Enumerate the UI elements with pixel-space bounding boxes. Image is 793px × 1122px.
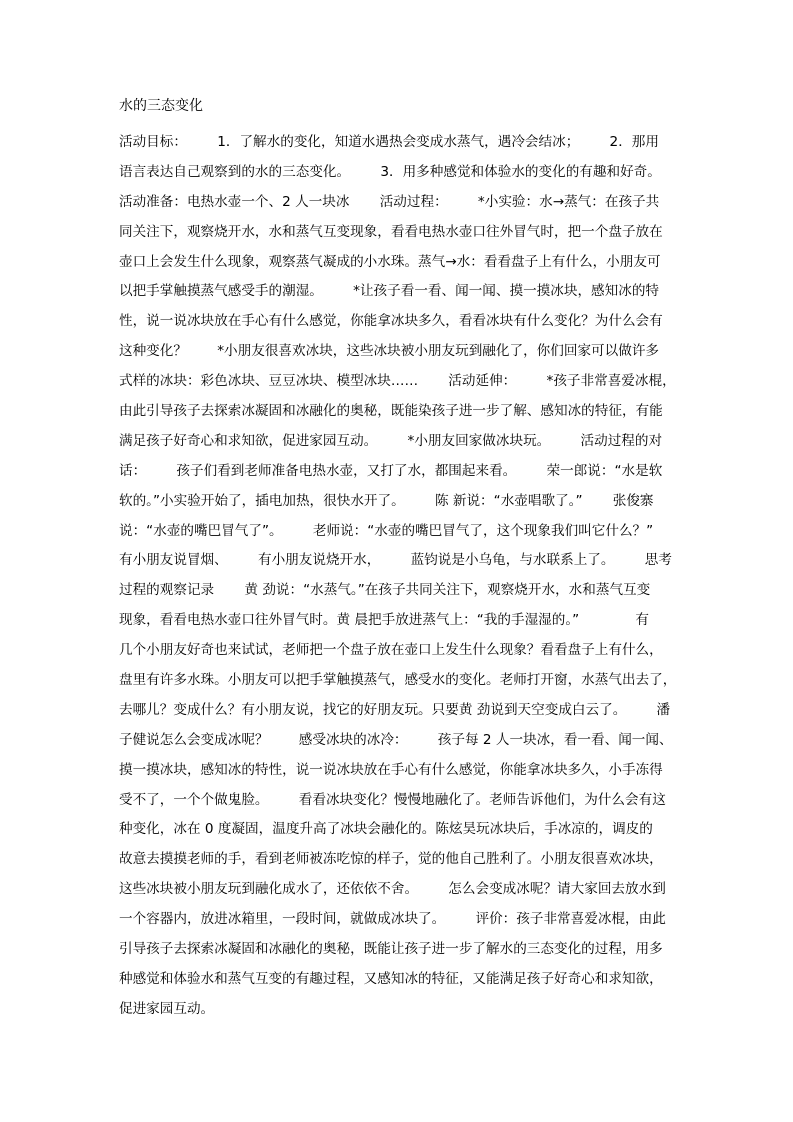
body-line: 活动准备：电热水壶一个、2 人一块冰 活动过程： *小实验：水→蒸气：在孩子共 bbox=[119, 193, 660, 210]
body-line: 由此引导孩子去探索冰凝固和冰融化的奥秘，既能染孩子进一步了解、感知冰的特征，有能 bbox=[119, 403, 663, 420]
body-line: 子健说怎么会变成冰呢？ 感受冰块的冰冷： 孩子每 2 人一块冰，看一看、闻一闻、 bbox=[119, 731, 673, 748]
body-line: 以把手掌触摸蒸气感受手的潮湿。 *让孩子看一看、闻一闻、摸一摸冰块，感知冰的特 bbox=[119, 283, 660, 300]
body-line: 这些冰块被小朋友玩到融化成水了，还依依不舍。 怎么会变成冰呢？请大家回去放水到 bbox=[119, 881, 666, 898]
body-line: 引导孩子去探索冰凝固和冰融化的奥秘，既能让孩子进一步了解水的三态变化的过程，用多 bbox=[119, 941, 663, 958]
body-line: 故意去摸摸老师的手，看到老师被冻吃惊的样子，觉的他自己胜利了。小朋友很喜欢冰块， bbox=[119, 851, 663, 868]
body-line: 几个小朋友好奇也来试试，老师把一个盘子放在壶口上发生什么现象？看看盘子上有什么， bbox=[119, 642, 663, 659]
body-line: 过程的观察记录 黄 劲说：“水蒸气。”在孩子共同关注下，观察烧开水，水和蒸气互变 bbox=[119, 582, 651, 599]
body-line: 话： 孩子们看到老师准备电热水壶，又打了水，都围起来看。 荣一郎说：“水是软 bbox=[119, 462, 663, 479]
body-line: 软的。”小实验开始了，插电加热，很快水开了。 陈 新说：“水壶唱歌了。” 张俊寨 bbox=[119, 492, 654, 509]
body-line: 去哪儿？变成什么？有小朋友说，找它的好朋友玩。只要黄 劲说到天空变成白云了。 潘 bbox=[119, 701, 671, 718]
body-line: 语言表达自己观察到的水的三态变化。 3．用多种感觉和体验水的变化的有趣和好奇。 bbox=[119, 163, 661, 180]
body-line: 现象，看看电热水壶口往外冒气时。黄 晨把手放进蒸气上：“我的手湿湿的。” 有 bbox=[119, 612, 649, 629]
body-line: 式样的冰块：彩色冰块、豆豆冰块、模型冰块…… 活动延伸： *孩子非常喜爱冰棍， bbox=[119, 373, 676, 390]
body-line: 受不了，一个个做鬼脸。 看看冰块变化？慢慢地融化了。老师告诉他们，为什么会有这 bbox=[119, 791, 666, 808]
body-line: 一个容器内，放进冰箱里，一段时间，就做成冰块了。 评价：孩子非常喜爱冰棍，由此 bbox=[119, 911, 666, 928]
body-line: 有小朋友说冒烟、 有小朋友说烧开水， 蓝钧说是小乌龟，与水联系上了。 思考 bbox=[119, 552, 672, 569]
body-line: 盘里有许多水珠。小朋友可以把手掌触摸蒸气，感受水的变化。老师打开窗，水蒸气出去了， bbox=[119, 672, 677, 689]
document-body bbox=[119, 128, 679, 1025]
body-line: 种感觉和体验水和蒸气互变的有趣过程，又感知冰的特征，又能满足孩子好奇心和求知欲， bbox=[119, 970, 663, 987]
body-line: 这种变化？ *小朋友很喜欢冰块，这些冰块被小朋友玩到融化了，你们回家可以做许多 bbox=[119, 343, 660, 360]
body-line: 活动目标： 1．了解水的变化，知道水遇热会变成水蒸气，遇冷会结冰； 2．那用 bbox=[119, 134, 659, 150]
body-line: 种变化，冰在 0 度凝固，温度升高了冰块会融化的。陈炫昊玩冰块后，手冰凉的，调皮的 bbox=[119, 821, 653, 838]
body-line: 满足孩子好奇心和求知欲，促进家园互动。 *小朋友回家做冰块玩。 活动过程的对 bbox=[119, 432, 663, 449]
document-title: 水的三态变化 bbox=[119, 98, 203, 114]
body-line: 摸一摸冰块，感知冰的特性，说一说冰块放在手心有什么感觉，你能拿冰块多久，小手冻得 bbox=[119, 761, 663, 778]
body-line: 同关注下，观察烧开水，水和蒸气互变现象，看看电热水壶口往外冒气时，把一个盘子放在 bbox=[119, 223, 663, 240]
body-line: 性，说一说冰块放在手心有什么感觉，你能拿冰块多久，看看冰块有什么变化？为什么会有 bbox=[119, 313, 663, 330]
body-line: 壶口上会发生什么现象，观察蒸气凝成的小水珠。蒸气→水：看看盘子上有什么，小朋友可 bbox=[119, 253, 661, 270]
body-line: 促进家园互动。 bbox=[119, 1000, 215, 1017]
body-line: 说：“水壶的嘴巴冒气了”。 老师说：“水壶的嘴巴冒气了，这个现象我们叫它什么？” bbox=[119, 522, 654, 539]
